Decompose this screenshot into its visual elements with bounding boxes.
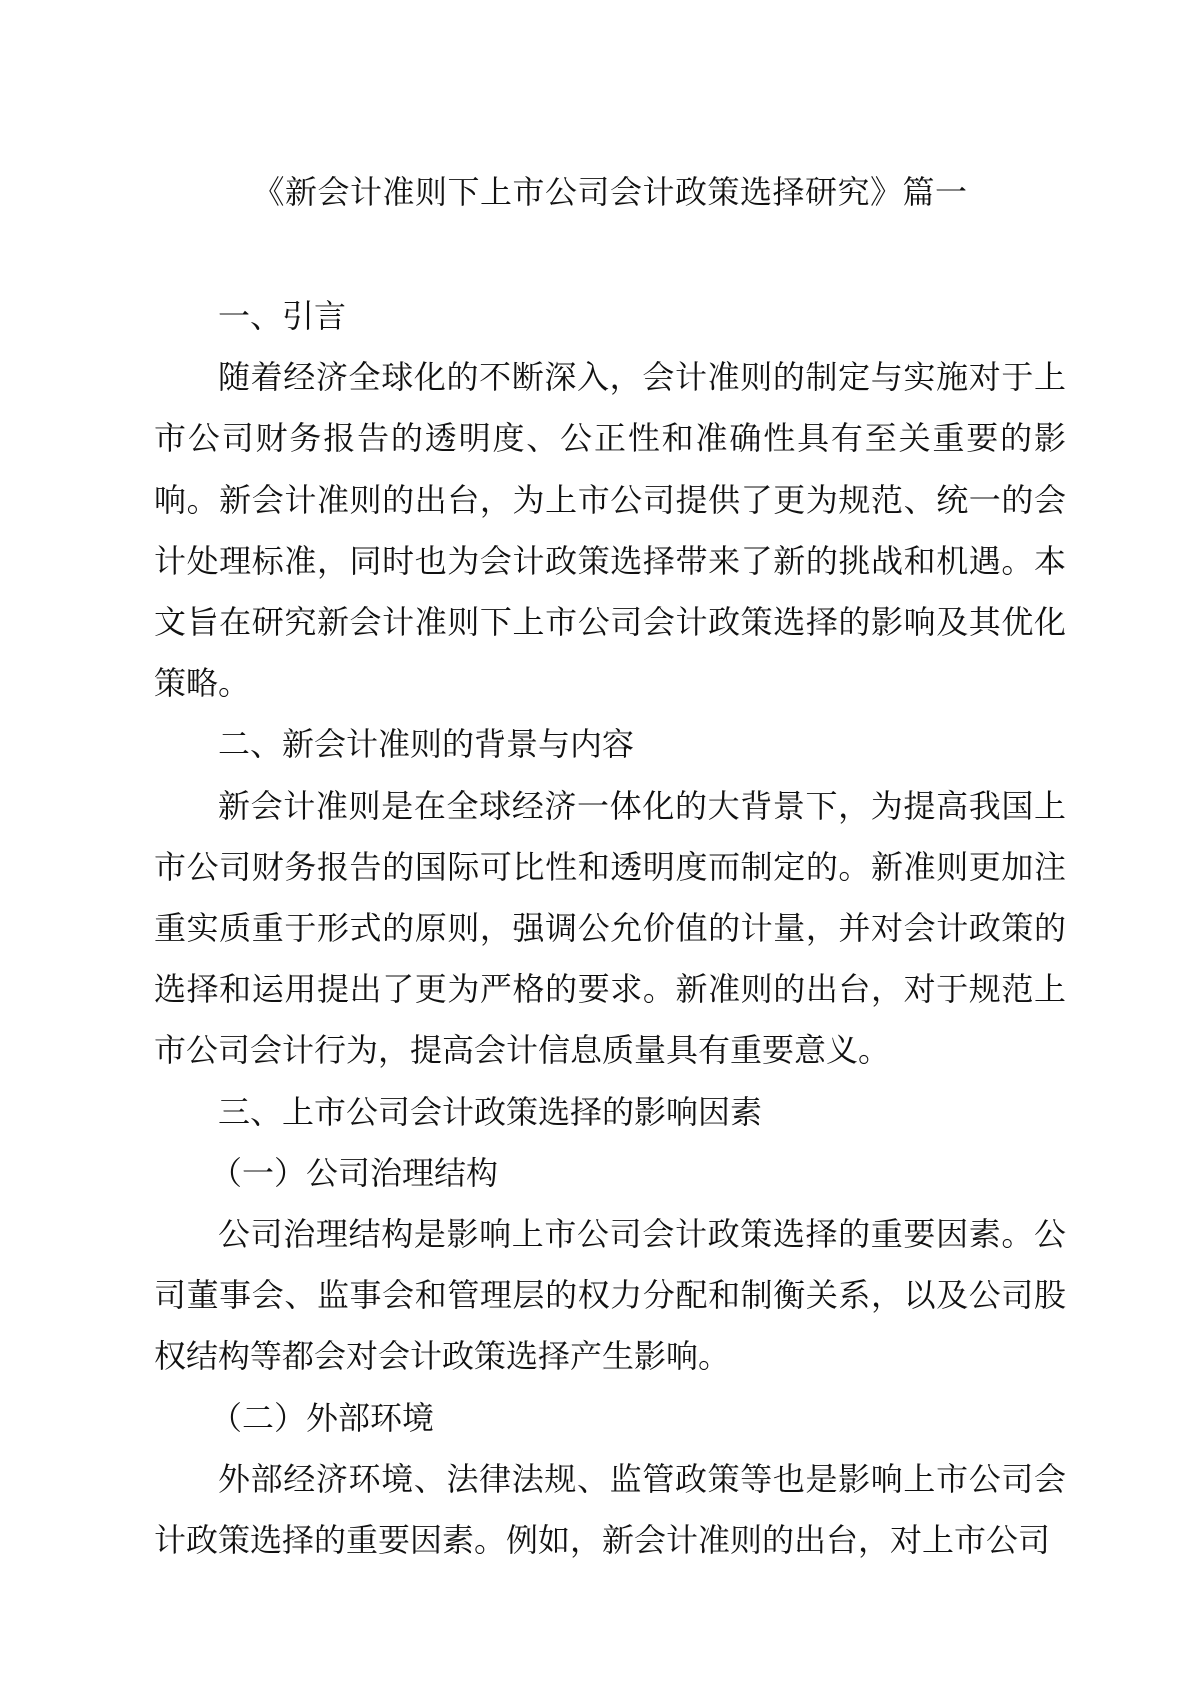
subsection-heading-governance: （一）公司治理结构 <box>210 1153 499 1192</box>
subsection-heading-external-environment: （二）外部环境 <box>210 1398 435 1437</box>
paragraph-background: 新会计准则是在全球经济一体化的大背景下，为提高我国上市公司财务报告的国际可比性和透明度而制定的。新准则更加注重实质重于形式的原则，强调公允价值的计量，并对会计政策的选择和运用提出了更为严格的要求。新准则的出台，对于规范上市公司会计行为，提高会计信息质量具有重要意义。 <box>154 786 1066 1070</box>
document-title: 《新会计准则下上市公司会计政策选择研究》篇一 <box>252 173 968 211</box>
paragraph-governance: 公司治理结构是影响上市公司会计政策选择的重要因素。公司董事会、监事会和管理层的权力分配和制衡关系，以及公司股权结构等都会对会计政策选择产生影响。 <box>154 1215 1066 1376</box>
section-heading-introduction: 一、引言 <box>218 297 347 335</box>
section-heading-influencing-factors: 三、上市公司会计政策选择的影响因素 <box>218 1092 763 1131</box>
section-heading-background: 二、新会计准则的背景与内容 <box>218 725 635 764</box>
paragraph-external-environment: 外部经济环境、法律法规、监管政策等也是影响上市公司会计政策选择的重要因素。例如，新会计准则的出台，对上市公司 <box>154 1459 1066 1560</box>
paragraph-introduction: 随着经济全球化的不断深入，会计准则的制定与实施对于上市公司财务报告的透明度、公正性和准确性具有至关重要的影响。新会计准则的出台，为上市公司提供了更为规范、统一的会计处理标准，同时也为会计政策选择带来了新的挑战和机遇。本文旨在研究新会计准则下上市公司会计政策选择的影响及其优化策略。 <box>154 358 1066 703</box>
document-body <box>154 286 1066 1571</box>
